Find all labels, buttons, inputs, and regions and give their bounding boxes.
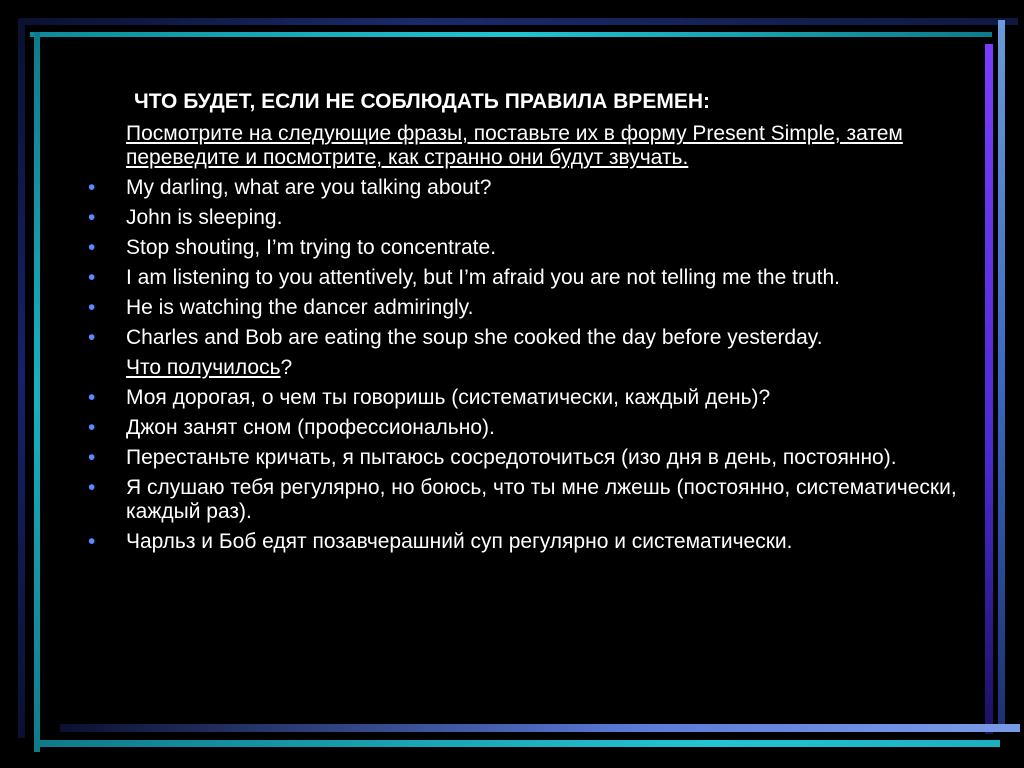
english-list bbox=[84, 176, 964, 350]
bullet-icon: • bbox=[88, 446, 96, 469]
list-item: • He is watching the dancer admiringly. bbox=[88, 296, 474, 319]
list-item: • Charles and Bob are eating the soup she cooked the day before yesterday. bbox=[88, 326, 823, 349]
top-accent-bar bbox=[30, 32, 992, 37]
question-text: Что получилось bbox=[126, 356, 281, 379]
list-item: • Перестаньте кричать, я пытаюсь сосредоточиться (изо дня в день, постоянно). bbox=[88, 446, 897, 469]
russian-list bbox=[84, 386, 964, 554]
list-item: • John is sleeping. bbox=[88, 206, 283, 229]
bullet-icon: • bbox=[88, 236, 96, 259]
bullet-icon: • bbox=[88, 386, 96, 409]
list-item: • Stop shouting, I’m trying to concentrate. bbox=[88, 236, 497, 259]
list-item: • Моя дорогая, о чем ты говоришь (систематически, каждый день)? bbox=[88, 386, 771, 409]
left-accent-bar bbox=[34, 32, 40, 752]
bullet-icon: • bbox=[88, 176, 96, 199]
slide-content bbox=[84, 90, 964, 560]
bullet-icon: • bbox=[88, 326, 96, 349]
top-border-bar bbox=[18, 18, 1018, 25]
right-border-bar bbox=[998, 20, 1005, 732]
bottom-border-bar bbox=[60, 724, 1020, 732]
list-item: • My darling, what are you talking about? bbox=[88, 176, 492, 199]
bullet-icon: • bbox=[88, 530, 96, 553]
instruction-text: Посмотрите на следующие фразы, поставьте их в форму Present Simple, затем переведите и посмотрите, как странно они будут звучать. bbox=[126, 122, 903, 169]
bullet-icon: • bbox=[88, 296, 96, 319]
left-border-bar bbox=[18, 18, 25, 738]
list-item: • I am listening to you attentively, but I’m afraid you are not telling me the truth. bbox=[88, 266, 840, 289]
bullet-icon: • bbox=[88, 476, 96, 499]
list-item: • Джон занят сном (профессионально). bbox=[88, 416, 495, 439]
question-line bbox=[126, 356, 964, 380]
bullet-icon: • bbox=[88, 266, 96, 289]
list-item: • Я слушаю тебя регулярно, но боюсь, что ты мне лжешь (постоянно, систематически, каждый раз). bbox=[88, 476, 957, 523]
question-mark: ? bbox=[280, 356, 293, 379]
bottom-accent-bar bbox=[40, 740, 1000, 747]
bullet-icon: • bbox=[88, 206, 96, 229]
bullet-icon: • bbox=[88, 416, 96, 439]
slide-title: ЧТО БУДЕТ, ЕСЛИ НЕ СОБЛЮДАТЬ ПРАВИЛА ВРЕМЕН: bbox=[134, 90, 710, 113]
list-item: • Чарльз и Боб едят позавчерашний суп регулярно и систематически. bbox=[88, 530, 793, 553]
right-accent-bar bbox=[985, 44, 993, 734]
